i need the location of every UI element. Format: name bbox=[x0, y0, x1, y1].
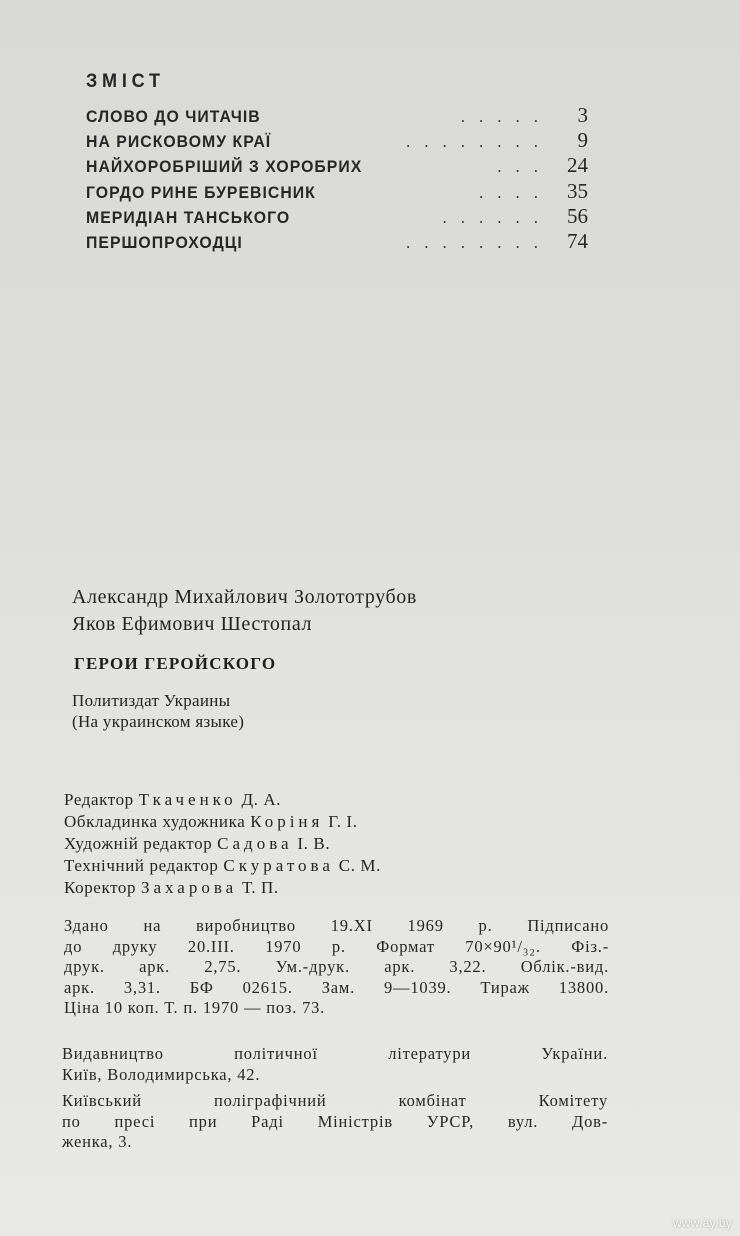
credit-role: Коректор bbox=[64, 878, 137, 897]
toc-item-page: 56 bbox=[567, 203, 588, 228]
toc-leader-dots: ..... bbox=[460, 107, 552, 126]
language-note: (На украинском языке) bbox=[72, 712, 245, 731]
toc-leader-dots: ...... bbox=[442, 207, 552, 227]
watermark: www.ay.by bbox=[672, 1216, 732, 1230]
authors bbox=[72, 584, 417, 638]
credit-line bbox=[64, 789, 381, 811]
printing-house-line: Київський поліграфічний комбінат Комітету bbox=[62, 1091, 608, 1110]
toc-item bbox=[86, 229, 588, 254]
publisher bbox=[72, 690, 244, 732]
credit-initials: Т. П. bbox=[242, 878, 279, 897]
toc-leader-dots: ... bbox=[497, 157, 552, 177]
credit-role: Редактор bbox=[64, 790, 134, 809]
toc-leader-dots: ........ bbox=[406, 232, 552, 252]
toc-leader-dots: ........ bbox=[406, 132, 552, 152]
production-line: Здано на виробництво 19.ХІ 1969 р. Підписано bbox=[64, 916, 609, 935]
credit-line bbox=[64, 811, 381, 833]
toc-item-label: ПЕРШОПРОХОДЦІ bbox=[86, 232, 243, 252]
production-line: друк. арк. 2,75. Ум.-друк. арк. 3,22. Облік.-вид. bbox=[64, 957, 609, 976]
toc-item bbox=[86, 128, 588, 153]
publisher-name: Политиздат Украины bbox=[72, 691, 231, 710]
credit-role: Художній редактор bbox=[64, 834, 213, 853]
toc-item-label: НА РИСКОВОМУ КРАЇ bbox=[86, 132, 272, 152]
publishing-house-line: Видавництво політичної літератури України. bbox=[62, 1044, 608, 1063]
credit-name: Ткаченко bbox=[138, 790, 237, 809]
toc-item-label: ГОРДО РИНЕ БУРЕВІСНИК bbox=[86, 182, 316, 202]
toc-item-page: 9 bbox=[577, 128, 588, 153]
toc-title: ЗМІСТ bbox=[86, 71, 165, 92]
printing-house-line: женка, 3. bbox=[62, 1132, 133, 1151]
credit-line bbox=[64, 877, 381, 899]
toc-item bbox=[86, 179, 588, 204]
credit-role: Обкладинка художника bbox=[64, 812, 246, 831]
publishing-info bbox=[62, 1044, 608, 1153]
credit-name: Коріня bbox=[250, 812, 324, 831]
credit-line bbox=[64, 833, 381, 855]
toc-item-label: НАЙХОРОБРІШИЙ З ХОРОБРИХ bbox=[86, 157, 363, 177]
toc-leader-dots: .... bbox=[479, 182, 552, 202]
toc-item-page: 74 bbox=[567, 228, 588, 253]
toc-item-label: МЕРИДІАН ТАНСЬКОГО bbox=[86, 207, 291, 227]
credit-line bbox=[64, 855, 381, 877]
toc-item-page: 24 bbox=[567, 153, 588, 178]
author-name: Яков Ефимович Шестопал bbox=[72, 613, 313, 635]
credit-initials: Д. А. bbox=[241, 790, 282, 809]
toc-item bbox=[86, 103, 588, 128]
toc-item-label: СЛОВО ДО ЧИТАЧІВ bbox=[86, 107, 261, 126]
toc-item-page: 35 bbox=[567, 178, 588, 203]
production-details bbox=[64, 916, 609, 1019]
printing-house-line: по пресі при Раді Міністрів УРСР, вул. Дов- bbox=[62, 1111, 608, 1131]
production-line: до друку 20.ІІІ. 1970 р. Формат 70×90¹/₃₂. Фіз.- bbox=[64, 936, 609, 956]
credit-initials: І. В. bbox=[297, 834, 331, 853]
author-name: Александр Михайлович Золототрубов bbox=[72, 586, 417, 608]
credit-initials: С. М. bbox=[338, 856, 381, 875]
toc-item bbox=[86, 153, 588, 178]
credit-name: Садова bbox=[217, 834, 293, 853]
publishing-house-line: Київ, Володимирська, 42. bbox=[62, 1064, 261, 1084]
toc-item-page: 3 bbox=[577, 103, 588, 127]
credit-role: Технічний редактор bbox=[64, 856, 219, 875]
credit-initials: Г. І. bbox=[328, 812, 358, 831]
toc-list bbox=[86, 103, 588, 254]
credits bbox=[64, 789, 381, 899]
credit-name: Захарова bbox=[140, 878, 238, 897]
production-line: арк. 3,31. БФ 02615. Зам. 9—1039. Тираж 13800. bbox=[64, 977, 609, 997]
toc-item bbox=[86, 204, 588, 229]
production-line: Ціна 10 коп. Т. п. 1970 — поз. 73. bbox=[64, 998, 326, 1017]
credit-name: Скуратова bbox=[223, 856, 334, 875]
book-title: ГЕРОИ ГЕРОЙСКОГО bbox=[74, 654, 277, 673]
